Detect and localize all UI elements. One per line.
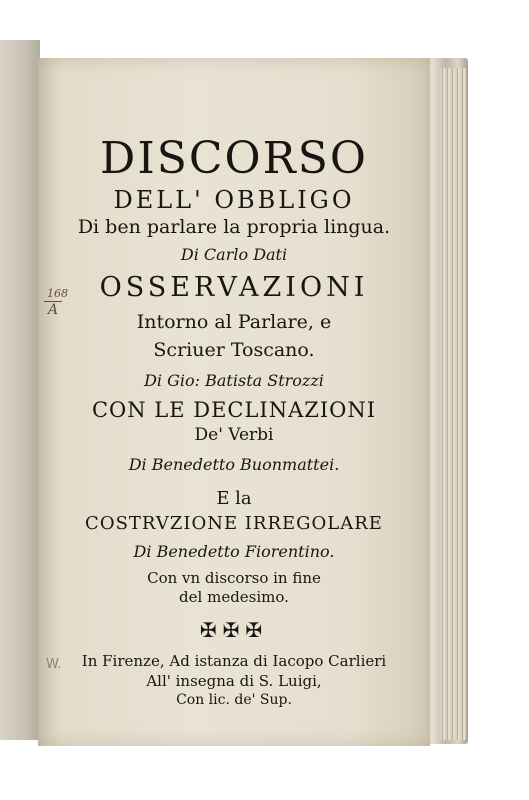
title-costruzione: COSTRVZIONE IRREGOLARE <box>85 513 383 534</box>
declinazioni-line: De' Verbi <box>194 425 274 445</box>
imprint-line-3: Con lic. de' Sup. <box>176 692 292 708</box>
osservazioni-line-1: Intorno al Parlare, e <box>136 311 332 333</box>
page-edges <box>440 68 466 740</box>
title-declinazioni: CON LE DECLINAZIONI <box>91 398 377 422</box>
margin-note-letter: A <box>48 302 59 318</box>
imprint-line-1: In Firenze, Ad istanza di Iacopo Carlieri <box>81 652 387 670</box>
pencil-mark: W. <box>46 657 62 672</box>
e-la-line: E la <box>216 488 252 509</box>
subtitle-line: Di ben parlare la propria lingua. <box>77 216 391 238</box>
discorso-line-1: Con vn discorso in fine <box>147 569 321 587</box>
author-strozzi: Di Gio: Batista Strozzi <box>144 371 324 390</box>
author-fiorentino: Di Benedetto Fiorentino. <box>133 542 335 561</box>
title-obbligo: DELL' OBBLIGO <box>113 186 355 214</box>
ornament-crosses: ✠✠✠ <box>199 618 269 642</box>
margin-note-number: 168 <box>47 287 68 300</box>
author-dati: Di Carlo Dati <box>180 245 288 264</box>
author-buonmattei: Di Benedetto Buonmattei. <box>128 455 340 474</box>
imprint-line-2: All' insegna di S. Luigi, <box>146 672 322 690</box>
book <box>0 40 470 748</box>
osservazioni-line-2: Scriuer Toscano. <box>153 339 315 361</box>
title-discorso: DISCORSO <box>100 133 368 184</box>
title-osservazioni: OSSERVAZIONI <box>99 272 369 303</box>
title-page <box>38 58 430 746</box>
book-cover-left <box>0 40 40 740</box>
discorso-line-2: del medesimo. <box>179 588 289 606</box>
